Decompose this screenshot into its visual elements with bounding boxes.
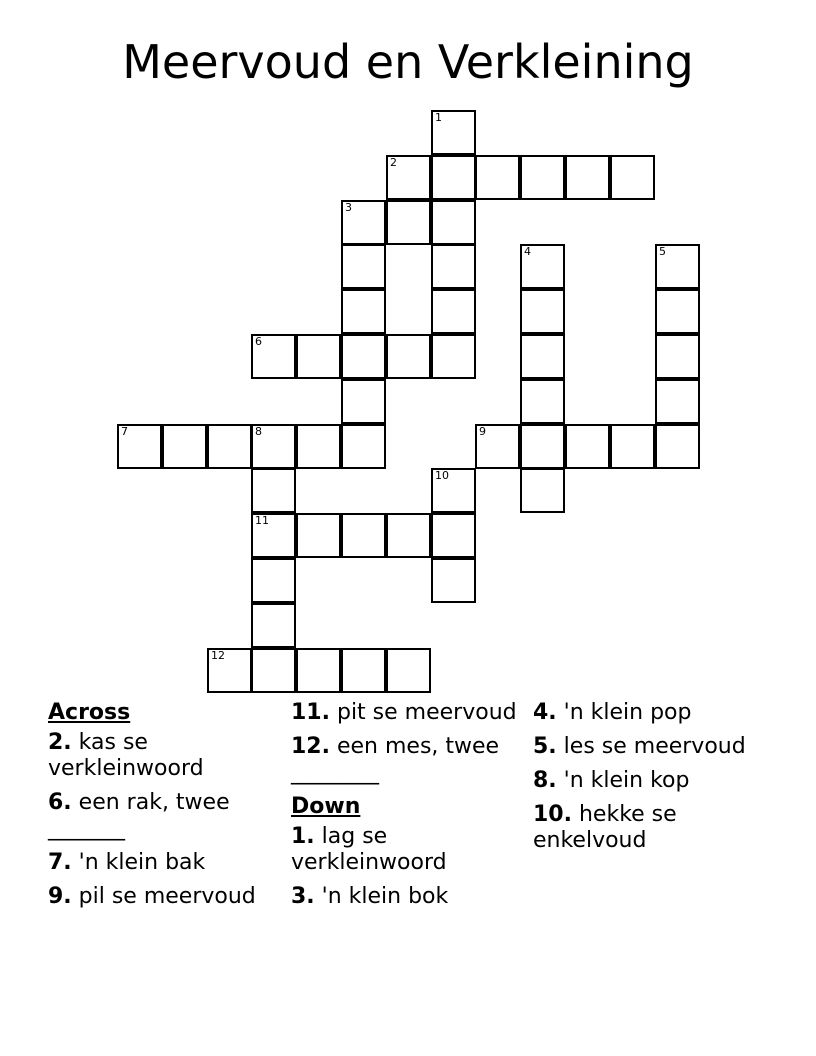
grid-cell[interactable] (251, 648, 296, 693)
clue (48, 790, 278, 842)
grid-cell[interactable] (475, 424, 520, 469)
grid-cell[interactable] (341, 379, 386, 424)
clue-text: kas se verkleinwoord (48, 730, 204, 781)
grid-cell[interactable] (386, 648, 431, 693)
grid-cell[interactable] (520, 424, 565, 469)
grid-cell[interactable] (431, 200, 476, 245)
grid-cell[interactable] (251, 603, 296, 648)
grid-cell[interactable] (520, 468, 565, 513)
clue-text: 'n klein pop (556, 700, 692, 725)
cell-number: 2 (390, 156, 397, 169)
grid-cell[interactable] (475, 155, 520, 200)
cell-number: 3 (345, 201, 352, 214)
clue (533, 768, 763, 794)
grid-cell[interactable] (655, 424, 700, 469)
grid-cell[interactable] (162, 424, 207, 469)
clue-text: 'n klein bak (71, 850, 206, 875)
grid-cell[interactable] (431, 513, 476, 558)
clue (291, 734, 521, 786)
clues-column-1 (48, 700, 278, 918)
cell-number: 4 (524, 245, 531, 258)
cell-number: 10 (435, 469, 449, 482)
cell-number: 9 (479, 425, 486, 438)
grid-cell[interactable] (341, 200, 386, 245)
grid-cell[interactable] (565, 155, 610, 200)
clue-number: 1. (291, 824, 315, 849)
clue-number: 7. (48, 850, 72, 875)
clue (533, 700, 763, 726)
grid-cell[interactable] (207, 424, 252, 469)
grid-cell[interactable] (117, 424, 162, 469)
grid-cell[interactable] (431, 155, 476, 200)
grid-cell[interactable] (251, 424, 296, 469)
clue (533, 734, 763, 760)
grid-cell[interactable] (341, 244, 386, 289)
clues-column-3 (533, 700, 763, 862)
grid-cell[interactable] (251, 334, 296, 379)
clue-number: 2. (48, 730, 72, 755)
clue-text: pit se meervoud (329, 700, 517, 725)
grid-cell[interactable] (386, 155, 431, 200)
clue-number: 8. (533, 768, 557, 793)
clue-text: 'n klein kop (556, 768, 690, 793)
grid-cell[interactable] (386, 200, 431, 245)
grid-cell[interactable] (520, 244, 565, 289)
clue-number: 11. (291, 700, 330, 725)
grid-cell[interactable] (520, 155, 565, 200)
grid-cell[interactable] (431, 110, 476, 155)
grid-cell[interactable] (341, 334, 386, 379)
grid-cell[interactable] (431, 468, 476, 513)
clue-number: 4. (533, 700, 557, 725)
grid-cell[interactable] (386, 513, 431, 558)
cell-number: 5 (659, 245, 666, 258)
grid-cell[interactable] (655, 244, 700, 289)
clue-text: een rak, twee _______ (48, 790, 230, 841)
grid-cell[interactable] (655, 289, 700, 334)
clue-text: lag se verkleinwoord (291, 824, 447, 875)
clue-number: 9. (48, 884, 72, 909)
grid-cell[interactable] (341, 424, 386, 469)
cell-number: 8 (255, 425, 262, 438)
clue-number: 12. (291, 734, 330, 759)
grid-cell[interactable] (520, 334, 565, 379)
grid-cell[interactable] (341, 648, 386, 693)
grid-cell[interactable] (610, 424, 655, 469)
clue-text: 'n klein bok (314, 884, 449, 909)
clue-number: 5. (533, 734, 557, 759)
grid-cell[interactable] (431, 244, 476, 289)
grid-cell[interactable] (296, 513, 341, 558)
clue-number: 3. (291, 884, 315, 909)
clue-text: les se meervoud (556, 734, 746, 759)
grid-cell[interactable] (386, 334, 431, 379)
clue (291, 824, 521, 876)
cell-number: 1 (435, 111, 442, 124)
grid-cell[interactable] (296, 424, 341, 469)
grid-cell[interactable] (341, 289, 386, 334)
cell-number: 11 (255, 514, 269, 527)
clue-number: 10. (533, 802, 572, 827)
grid-cell[interactable] (655, 379, 700, 424)
grid-cell[interactable] (341, 513, 386, 558)
grid-cell[interactable] (655, 334, 700, 379)
grid-cell[interactable] (431, 558, 476, 603)
clue (533, 802, 763, 854)
grid-cell[interactable] (431, 289, 476, 334)
clue (48, 730, 278, 782)
clue (291, 884, 521, 910)
grid-cell[interactable] (251, 468, 296, 513)
clue-text: een mes, twee ________ (291, 734, 500, 785)
cell-number: 12 (211, 649, 225, 662)
across-heading: Across (48, 700, 131, 725)
clue (48, 884, 278, 910)
grid-cell[interactable] (431, 334, 476, 379)
clue-text: hekke se enkelvoud (533, 802, 677, 853)
grid-cell[interactable] (520, 289, 565, 334)
grid-cell[interactable] (565, 424, 610, 469)
grid-cell[interactable] (610, 155, 655, 200)
clue (291, 700, 521, 726)
grid-cell[interactable] (251, 513, 296, 558)
cell-number: 6 (255, 335, 262, 348)
clue (48, 850, 278, 876)
grid-cell[interactable] (520, 379, 565, 424)
page-title: Meervoud en Verkleining (122, 35, 694, 89)
cell-number: 7 (121, 425, 128, 438)
clue-text: pil se meervoud (71, 884, 256, 909)
grid-cell[interactable] (251, 558, 296, 603)
down-heading: Down (291, 794, 361, 819)
grid-cell[interactable] (207, 648, 252, 693)
clue-number: 6. (48, 790, 72, 815)
clues-column-2 (291, 700, 521, 918)
grid-cell[interactable] (296, 648, 341, 693)
grid-cell[interactable] (296, 334, 341, 379)
